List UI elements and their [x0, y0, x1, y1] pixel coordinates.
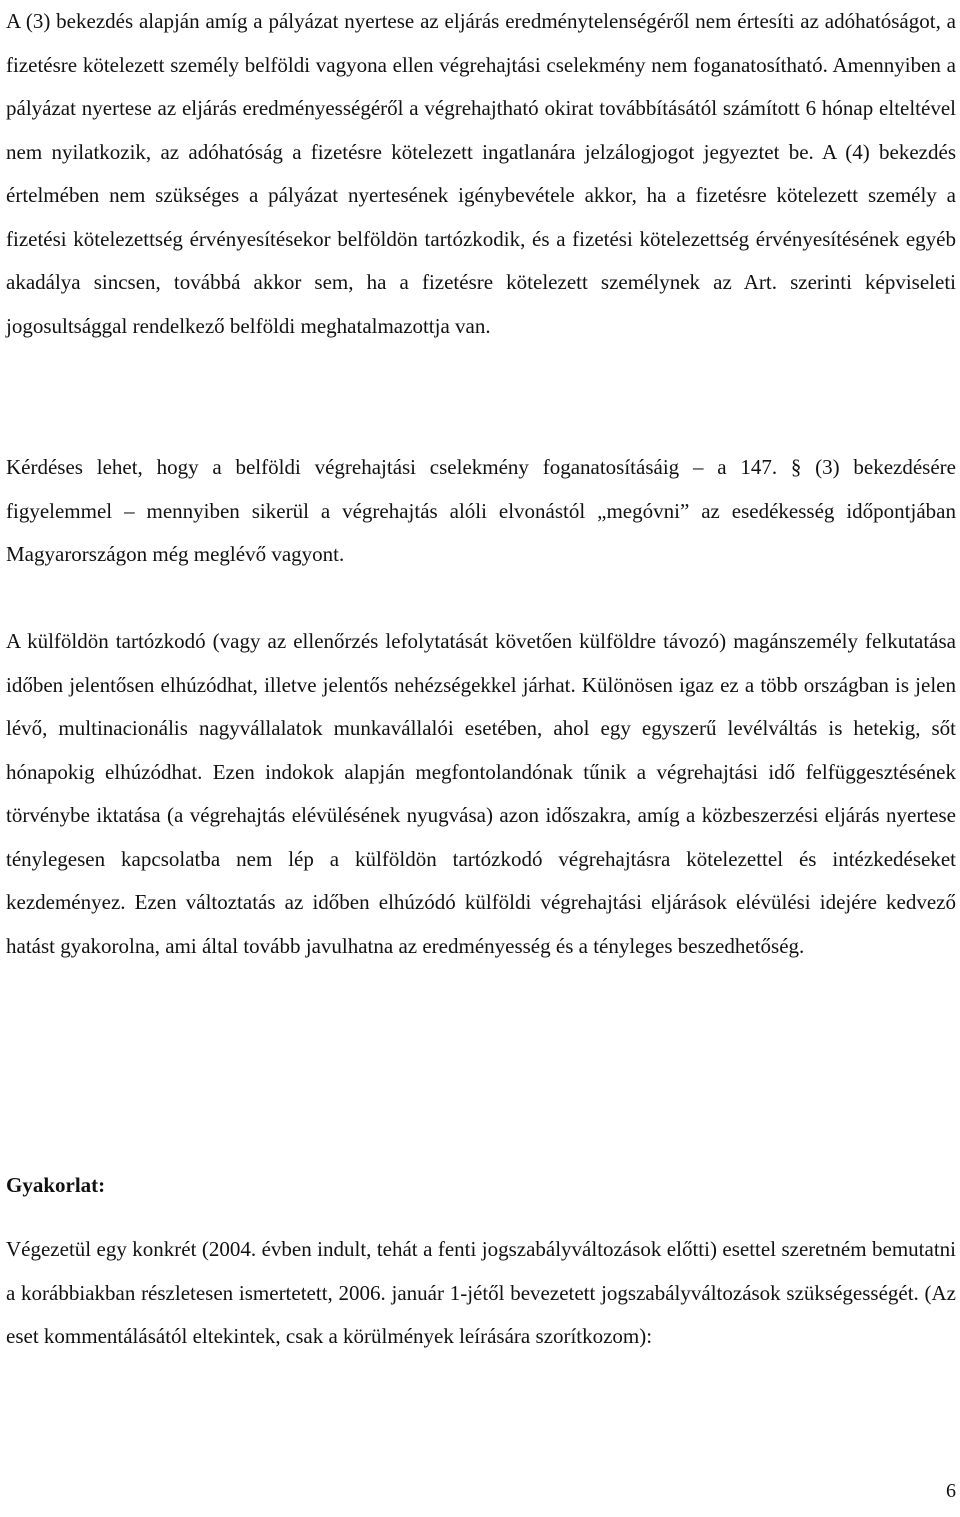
paragraph-enforcement-conditions: A (3) bekezdés alapján amíg a pályázat nyertese az eljárás eredménytelenségéről nem értesíti az adóhatóságot, a fizetésre kötelezett személy belföldi vagyona ellen végrehajtási cselekmény nem foganatosítható. Amennyiben a pályázat nyertese az eljárás eredményességéről a végrehajtható okirat továbbításától számított 6 hónap elteltével nem nyilatkozik, az adóhatóság a fizetésre kötelezett ingatlanára jelzálogjogot jegyeztet be. A (4) bekezdés értelmében nem szükséges a pályázat nyertesének igénybevétele akkor, ha a fizetésre kötelezett személy a fizetési kötelezettség érvényesítésekor belföldön tartózkodik, és a fizetési kötelezettség érvényesítésének egyéb akadálya sincsen, továbbá akkor sem, ha a fizetésre kötelezett személynek az Art. szerinti képviseleti jogosultsággal rendelkező belföldi meghatalmazottja van. [6, 9, 956, 338]
paragraph-case-intro: Végezetül egy konkrét (2004. évben indult, tehát a fenti jogszabályváltozások előtti) esettel szeretném bemutatni a korábbiakban részletesen ismertetett, 2006. január 1-jétől bevezetett jogszabályváltozások szükségességét. (Az eset kommentálásától eltekintek, csak a körülmények leírására szorítkozom): [6, 1237, 956, 1348]
paragraph-question: Kérdéses lehet, hogy a belföldi végrehajtási cselekmény foganatosításáig – a 147. § (3) bekezdésére figyelemmel – mennyiben sikerül a végrehajtás alóli elvonástól „megóvni” az esedékesség időpontjában Magyarországon még meglévő vagyont. [6, 455, 956, 566]
section-heading-practice: Gyakorlat: [6, 1173, 106, 1197]
page-number: 6 [946, 1480, 956, 1502]
paragraph-foreign-residence: A külföldön tartózkodó (vagy az ellenőrzés lefolytatását követően külföldre távozó) magánszemély felkutatása időben jelentősen elhúzódhat, illetve jelentős nehézségekkel járhat. Különösen igaz ez a több országban is jelen lévő, multinacionális nagyvállalatok munkavállalói esetében, ahol egy egyszerű levélváltás is hetekig, sőt hónapokig elhúzódhat. Ezen indokok alapján megfontolandónak tűnik a végrehajtási idő felfüggesztésének törvénybe iktatása (a végrehajtás elévülésének nyugvása) azon időszakra, amíg a közbeszerzési eljárás nyertese ténylegesen kapcsolatba nem lép a külföldön tartózkodó végrehajtásra kötelezettel és intézkedéseket kezdeményez. Ezen változtatás az időben elhúzódó külföldi végrehajtási eljárások elévülési idejére kedvező hatást gyakorolna, ami által tovább javulhatna az eredményesség és a tényleges beszedhetőség. [6, 629, 956, 958]
